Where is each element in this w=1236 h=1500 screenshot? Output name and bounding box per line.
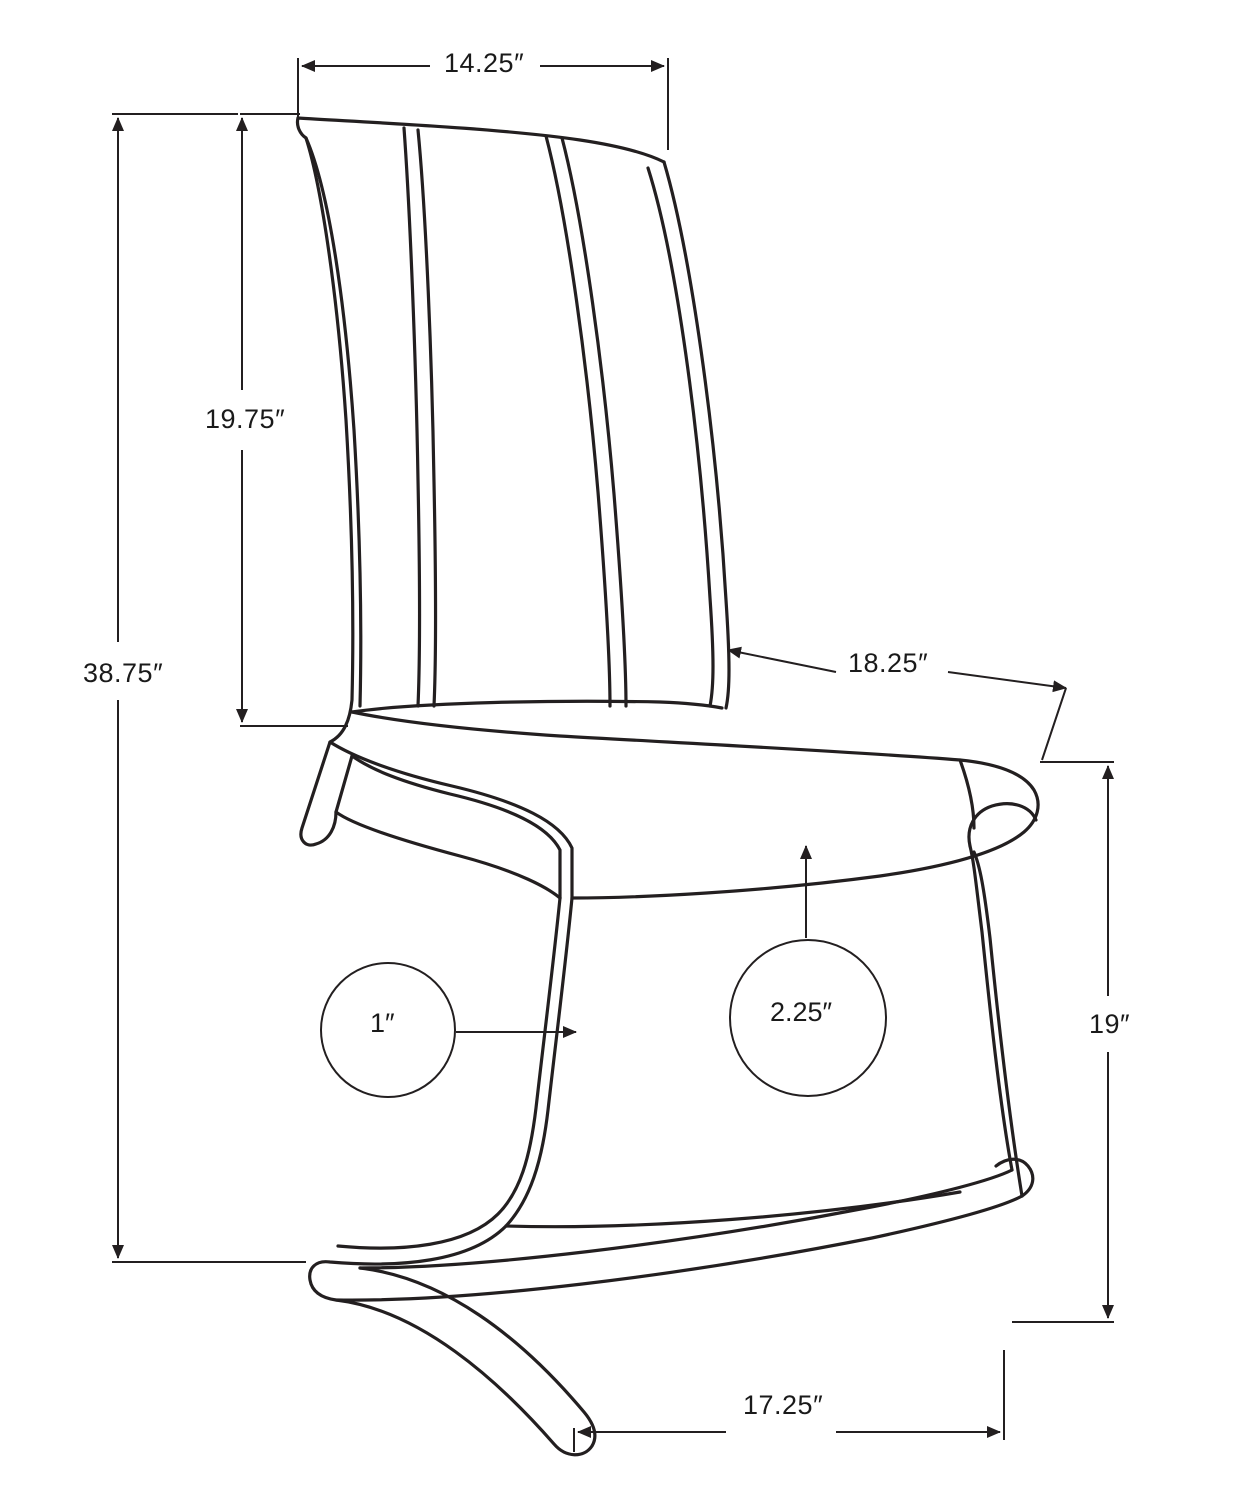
dimension-lines xyxy=(112,58,1114,1452)
dimension-label-base-depth: 17.25″ xyxy=(743,1390,824,1420)
dimension-label-seat-height: 19″ xyxy=(1089,1009,1131,1039)
callout-label-seat-frame-thickness: 2.25″ xyxy=(770,997,833,1027)
dimension-label-backrest-height: 19.75″ xyxy=(205,404,286,434)
chair-outline xyxy=(297,118,1038,1455)
dimension-label-seat-back-width: 14.25″ xyxy=(444,48,525,78)
dimension-label-overall-height: 38.75″ xyxy=(83,658,164,688)
dimension-label-seat-depth: 18.25″ xyxy=(848,648,929,678)
callout-label-frame-tube-diameter: 1″ xyxy=(370,1008,395,1038)
